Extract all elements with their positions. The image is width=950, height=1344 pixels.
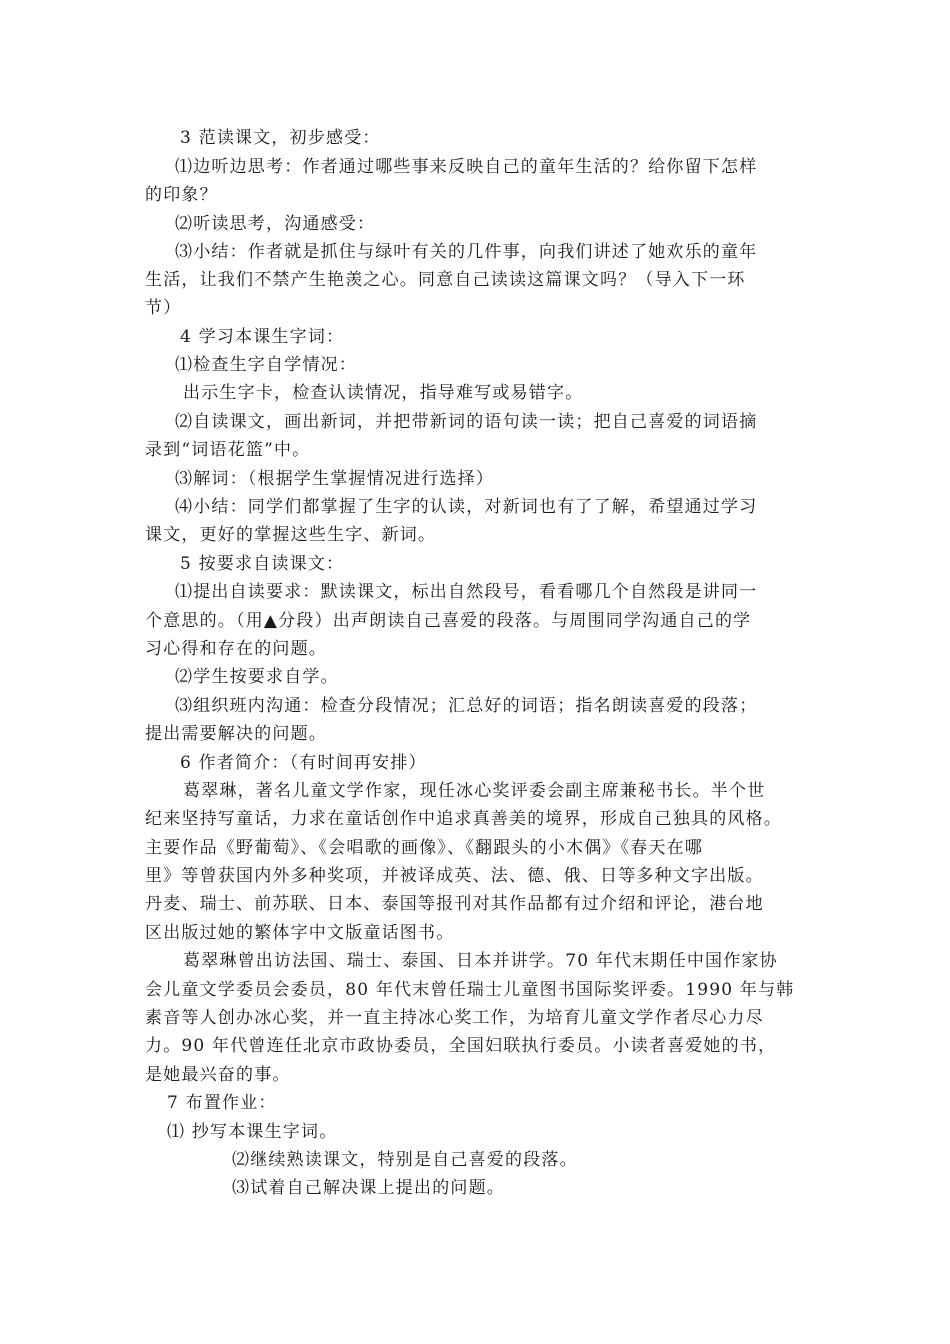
paragraph-line: 葛翠琳，著名儿童文学作家，现任冰心奖评委会副主席兼秘书长。半个世 xyxy=(183,781,766,801)
paragraph-line: 习心得和存在的问题。 xyxy=(145,639,327,659)
paragraph-line: ⑶解词：（根据学生掌握情况进行选择） xyxy=(175,469,495,489)
paragraph-line: 节） xyxy=(145,298,182,318)
paragraph-line: ⑴检查生字自学情况： xyxy=(175,355,357,375)
paragraph-line: 主要作品《野葡萄》、《会唱歌的画像》、《翻跟头的小木偶》《春天在哪 xyxy=(145,838,704,858)
paragraph-line: 的印象？ xyxy=(145,185,218,205)
paragraph-line: 课文，更好的掌握这些生字、新词。 xyxy=(145,525,437,545)
paragraph-line: ⑴ 抄写本课生字词。 xyxy=(167,1122,338,1142)
paragraph-line: 里》等曾获国内外多种奖项，并被译成英、法、德、俄、日等多种文字出版。 xyxy=(145,866,764,886)
heading-4: 4 学习本课生字词： xyxy=(180,327,345,347)
paragraph-line: 纪来坚持写童话，力求在童话创作中追求真善美的境界，形成自己独具的风格。 xyxy=(145,809,782,829)
paragraph-line: 会儿童文学委员会委员，80 年代末曾任瑞士儿童图书国际奖评委。1990 年与韩 xyxy=(145,980,795,1000)
paragraph-line: ⑶试着自己解决课上提出的问题。 xyxy=(232,1178,505,1198)
paragraph-line: 素音等人创办冰心奖，并一直主持冰心奖工作，为培育儿童文学作者尽心力尽 xyxy=(145,1008,764,1028)
paragraph-line: ⑴提出自读要求：默读课文，标出自然段号，看看哪几个自然段是讲同一 xyxy=(175,582,758,602)
paragraph-line: 是她最兴奋的事。 xyxy=(145,1065,291,1085)
paragraph-line: ⑶组织班内沟通：检查分段情况；汇总好的词语；指名朗读喜爱的段落； xyxy=(175,696,758,716)
paragraph-line: ⑷小结：同学们都掌握了生字的认读，对新词也有了了解，希望通过学习 xyxy=(175,497,758,517)
paragraph-line: 提出需要解决的问题。 xyxy=(145,724,327,744)
paragraph-line: ⑴边听边思考：作者通过哪些事来反映自己的童年生活的？给你留下怎样 xyxy=(175,157,758,177)
paragraph-line: ⑵继续熟读课文，特别是自己喜爱的段落。 xyxy=(232,1150,578,1170)
paragraph-line: 生活，让我们不禁产生艳羡之心。同意自己读读这篇课文吗？（导入下一环 xyxy=(145,270,746,290)
heading-6: 6 作者简介：（有时间再安排） xyxy=(180,753,427,773)
heading-5: 5 按要求自读课文： xyxy=(180,554,345,574)
paragraph-line: ⑵学生按要求自学。 xyxy=(175,667,339,687)
paragraph-line: 区出版过她的繁体字中文版童话图书。 xyxy=(145,923,455,943)
paragraph-line: ⑵自读课文，画出新词，并把带新词的语句读一读；把自己喜爱的词语摘 xyxy=(175,412,758,432)
paragraph-line: 出示生字卡，检查认读情况，指导难写或易错字。 xyxy=(183,383,584,403)
paragraph-line: 录到“词语花篮”中。 xyxy=(145,440,311,460)
paragraph-line: ⑵听读思考，沟通感受： xyxy=(175,214,376,234)
paragraph-line: ⑶小结：作者就是抓住与绿叶有关的几件事，向我们讲述了她欢乐的童年 xyxy=(175,242,758,262)
paragraph-line: 个意思的。（用▲分段）出声朗读自己喜爱的段落。与周围同学沟通自己的学 xyxy=(145,611,752,631)
heading-7: 7 布置作业： xyxy=(167,1093,277,1113)
paragraph-line: 葛翠琳曾出访法国、瑞士、泰国、日本并讲学。70 年代末期任中国作家协 xyxy=(183,951,778,971)
heading-3: 3 范读课文，初步感受： xyxy=(180,128,381,148)
paragraph-line: 力。90 年代曾连任北京市政协委员，全国妇联执行委员。小读者喜爱她的书， xyxy=(145,1036,777,1056)
paragraph-line: 丹麦、瑞士、前苏联、日本、泰国等报刊对其作品都有过介绍和评论，港台地 xyxy=(145,894,764,914)
